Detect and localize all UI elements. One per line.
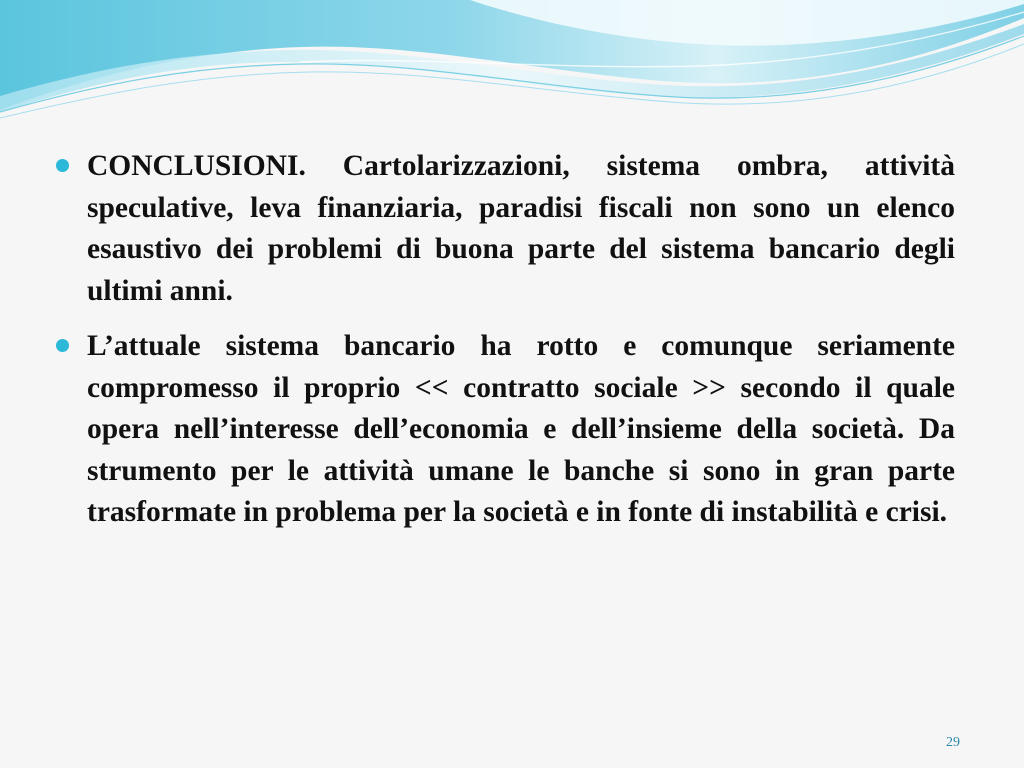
bullet-text: L’attuale sistema bancario ha rotto e comunque seriamente compromesso il proprio << contratto sociale >> secondo il quale opera nell’interesse dell’economia e dell’insieme della società. Da strumento per le attività umane le banche si sono in gran parte trasformate in problema per la società e in fonte di instabilità e crisi. [87,330,955,528]
bullet-dot-icon [56,339,69,352]
header-wave-decoration [0,0,1024,130]
page-number: 29 [946,735,960,750]
bullet-text: CONCLUSIONI. Cartolarizzazioni, sistema ombra, attività speculative, leva finanziaria, paradisi fiscali non sono un elenco esaustivo dei problemi di buona parte del sistema bancario degli ultimi anni. [87,150,955,307]
bullet-dot-icon [56,159,69,172]
bullet-item-conclusioni [52,146,955,312]
bullet-list [52,146,955,548]
bullet-item-sistema-bancario [52,326,955,534]
